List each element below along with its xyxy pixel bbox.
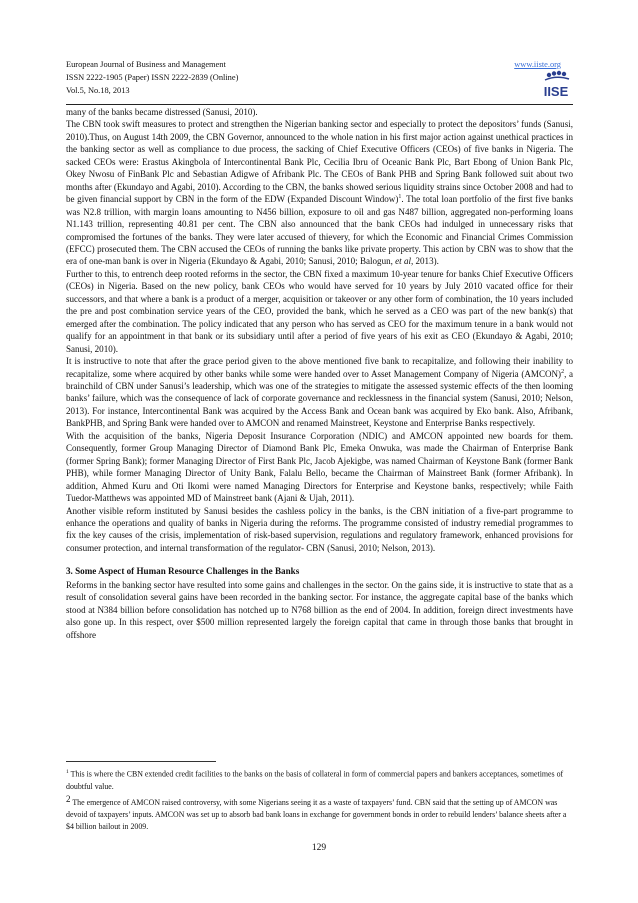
- journal-name: European Journal of Business and Management: [66, 60, 226, 69]
- paragraph-6: Another visible reform instituted by Sanusi besides the cashless policy in the banks, is the CBN initiation of a five-part programme to enhance the operations and quality of banks in Nigeria during the reforms. The programme consisted of industry remedial programmes to fix the key causes of the crisis, implementation of risk-based supervision, regulations and regulatory framework, enhanced provisions for consumer protection, and internal transformation of the regulator- CBN (Sanusi, 2010; Nelson, 2013).: [66, 505, 573, 553]
- paragraph-2: The CBN took swift measures to protect and strengthen the Nigerian banking sector and especially to protect the depositors’ funds (Sanusi, 2010).Thus, on August 14th 2009, the CBN Governor, announced to the whole nation in his first major action against unethical practices in the banking sector as well as compliance to due process, the sacking of Chief Executive Officers (CEOs) of five banks in Nigeria. The sacked CEOs were: Erastus Akingbola of Intercontinental Bank Plc, Cecilia Ibru of Oceanic Bank Plc, Bart Ebong of Union Bank Plc, Okey Nwosu of FinBank Plc and Sebastian Adigwe of Afribank Plc. The CEOs of Bank PHB and Spring Bank followed suit about two months after (Ekundayo and Agabi, 2010). According to the CBN, the banks showed serious liquidity strains since October 2008 and had to be given financial support by CBN in the form of the EDW (Expanded Discount Window)$^1$. The total loan portfolio of the first five banks was N2.8 trillion, with margin loans amounting to N456 billion, exposure to oil and gas N487 billion, aggregated non-performing loans N1.143 trillion, representing 40.81 per cent. The CBN also announced that the bank CEOs had indulged in unnecessary risks that compromised the fortunes of the banks. They were later accused of thievery, for which the Economic and Financial Crimes Commission (EFCC) prosecuted them. The CBN accused the CEOs of running the banks like private property. This action by CBN was to show that the era of one-man bank is over in Nigeria (Ekundayo & Agabi, 2010; Sanusi, 2010; Balogun, et al, 2013).: [66, 119, 574, 267]
- footnotes: [66, 766, 573, 833]
- header-rule: [66, 104, 573, 105]
- volume-line: Vol.5, No.18, 2013: [66, 86, 130, 95]
- paragraph-1: many of the banks became distressed (Sanusi, 2010).: [66, 107, 258, 117]
- section-heading: 3. Some Aspect of Human Resource Challenges in the Banks: [66, 566, 300, 577]
- page-number: 129: [311, 843, 327, 853]
- paragraph-4: It is instructive to note that after the grace period given to the above mentioned five bank to recapitalize, and following their inability to recapitalize, some where acquired by other banks while some were handed over to Asset Management Company of Nigeria (AMCON)$^2$, a brainchild of CBN under Sanusi’s leadership, which was one of the strategies to mitigate the assessed systemic effects of the then looming banks’ failure, which was the consequence of lack of corporate governance and recklessness in the financial system (Sanusi, 2010; Nelson, 2013). For instance, Intercontinental Bank was acquired by the Access Bank and Ocean bank was acquired by Eko bank. Also, Afribank, BankPHB, and Spring Bank were handed over to AMCON and renamed Mainstreet, Keystone and Enterprise Banks respectively.: [66, 356, 573, 429]
- footnote-ref-2[interactable]: 2: [561, 368, 565, 375]
- footnote-1: $^1$ This is where the CBN extended credit facilities to the banks on the basis of collateral in form of commercial papers and bankers acceptances, sometimes of doubtful value.: [66, 769, 564, 791]
- paragraph-5: With the acquisition of the banks, Nigeria Deposit Insurance Corporation (NDIC) and AMCON appointed new boards for them. Consequently, former Group Managing Director of Diamond Bank Plc, Emeka Onwuka, was made the Chairman of Enterprise Bank (former Spring Bank); former Managing Director of First Bank Plc, Jacob Ajekigbe, was named Chairman of Keystone Bank (former Bank PHB), while former Managing Director of Unity Bank, Falalu Bello, became the Chairman of Mainstreet Bank (former Afribank). In addition, Ahmed Kuru and Oti Ikomi were named Managing Directors for Enterprise and Keystone banks, respectively; while Faith Tuedor-Matthews was appointed MD of Mainstreet bank (Ajani & Ujah, 2011).: [66, 430, 573, 504]
- footnote-rule: [66, 761, 216, 762]
- paragraph-3: Further to this, to entrench deep rooted reforms in the sector, the CBN fixed a maximum 10-year tenure for banks Chief Executive Officers (CEOs) in Nigeria. Based on the new policy, bank CEOs who would have served for 10 years by July 2010 vacated office for their successors, and that where a bank is a product of a merger, acquisition or takeover or any other form of combination, the 10 years included the pre and post combination service years of the CEO, provided the bank, which he served as a CEO was part of the new bank(s) that emerged after the combination. The policy indicated that any person who has served as CEO for the maximum tenure in a bank would not qualify for an appointment in that bank or its subsidiary until after a period of five years of his exit as CEO (Ekundayo & Agabi, 2010; Sanusi, 2010).: [66, 268, 573, 354]
- journal-url-link[interactable]: www.iiste.org: [514, 60, 561, 69]
- footnote-ref-1[interactable]: 1: [398, 194, 402, 201]
- article-body: [66, 106, 573, 641]
- issn-line: ISSN 2222-1905 (Paper) ISSN 2222-2839 (Online): [66, 73, 239, 82]
- logo-text: IISE: [543, 84, 569, 99]
- iiste-logo-icon: [539, 70, 573, 100]
- page-header: [66, 58, 573, 97]
- paragraph-7: Reforms in the banking sector have resulted into some gains and challenges in the sector. On the gains side, it is instructive to state that as a result of consolidation several gains have been recorded in the banking sector. For instance, the aggregate capital base of the banks which stood at N384 billion before consolidation has notched up to N768 billion as the end of 2004. In addition, foreign direct investments have also gone up. In this respect, over $500 million represented largely the foreign capital that came in through those banks that brought in offshore: [66, 579, 573, 640]
- footnote-2: 2 The emergence of AMCON raised controversy, with some Nigerians seeing it as a waste of taxpayers’ fund. CBN said that the setting up of AMCON was devoid of taxpayers’ inputs. AMCON was set up to absorb bad bank loans in exchange for government bonds in order to rebuild lenders’ balance sheets after a $4 billion bailout in 2009.: [66, 793, 567, 831]
